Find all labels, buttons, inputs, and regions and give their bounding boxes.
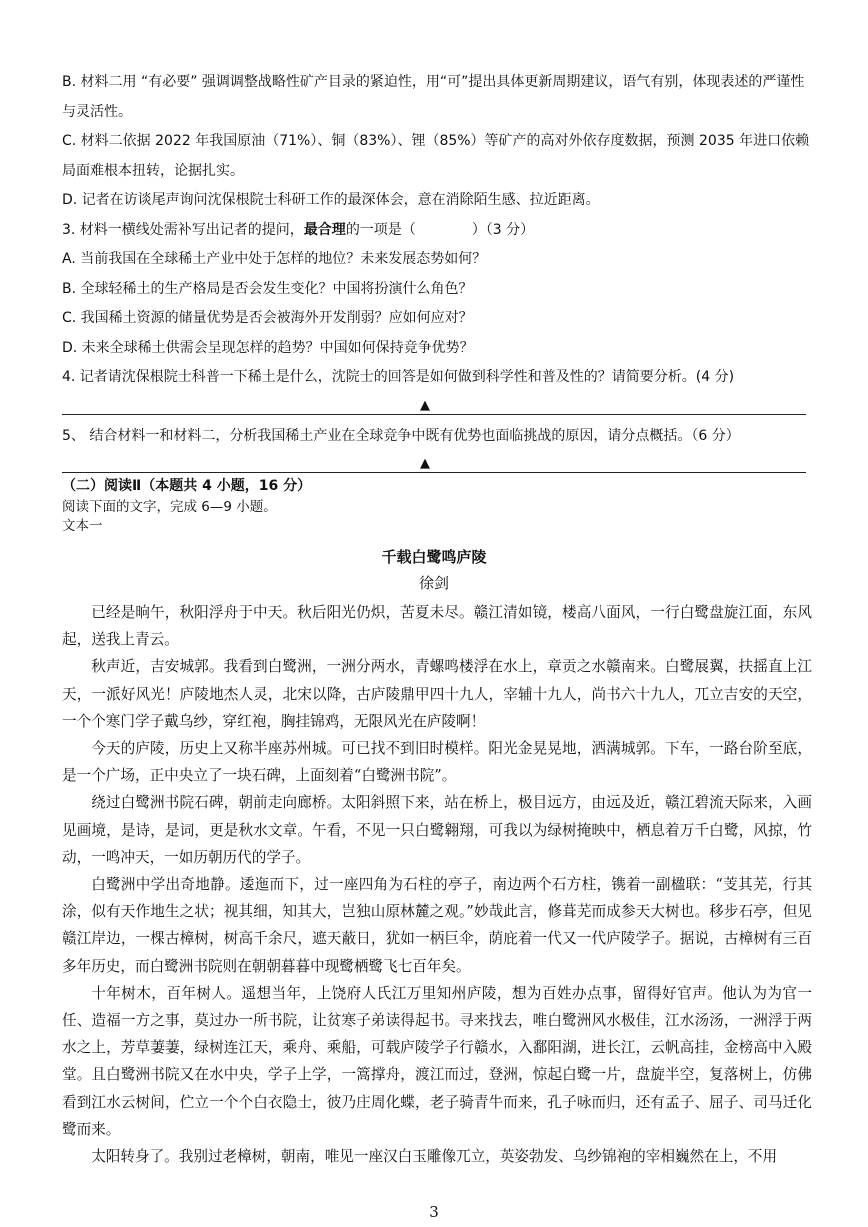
question-5-block (62, 422, 810, 452)
answer-marker-triangle-icon: ▲ (420, 456, 430, 471)
question-3-stem (62, 216, 810, 246)
article-paragraph: 太阳转身了。我别过老樟树，朝南，唯见一座汉白玉雕像兀立，英姿勃发、乌纱锦袍的宰相巍然在上，不用 (91, 1148, 778, 1166)
answer-marker-triangle-icon: ▲ (420, 398, 430, 413)
q3-emphasis: 最合理 (303, 221, 346, 238)
article-paragraph: 已经是晌午，秋阳浮舟于中天。秋后阳光仍炽，苦夏未尽。赣江清如镜，楼高八面风，一行白鹭盘旋江面，东风起，送我上青云。 (62, 604, 812, 649)
answer-divider-line (62, 472, 806, 473)
article-paragraph: 秋声近，吉安城郭。我看到白鹭洲，一洲分两水，青螺鸣楼浮在水上，章贡之水赣南来。白鹭展翼，扶摇直上江天，一派好风光！庐陵地杰人灵，北宋以降，古庐陵鼎甲四十九人，宰辅十九人，尚书六十九人，兀立吉安的天空，一个个寒门学子戴乌纱，穿红袍，胸挂锦鸡，无限风光在庐陵啊！ (62, 658, 812, 730)
article-paragraph: 绕过白鹭洲书院石碑，朝前走向廊桥。太阳斜照下来，站在桥上，极目远方，由远及近，赣江碧流天际来，入画见画境，是诗，是词，更是秋水文章。午看，不见一只白鹭翱翔，可我以为绿树掩映中，栖息着万千白鹭，风掠，竹动，一鸣冲天，一如历朝历代的学子。 (62, 794, 812, 866)
article-title: 千载白鹭鸣庐陵 (381, 548, 487, 566)
question-5: 5、 结合材料一和材料二，分析我国稀土产业在全球竞争中既有优势也面临挑战的原因，请分点概括。（6 分） (62, 428, 740, 444)
section-instruction: 阅读下面的文字，完成 6—9 小题。 (62, 499, 277, 515)
text-label: 文本一 (62, 518, 103, 534)
q3-stem-part-a: 3. 材料一横线处需补写出记者的提问， (62, 221, 304, 238)
option-d-q2: D. 记者在访谈尾声询问沈保根院士科研工作的最深体会，意在消除陌生感、拉近距离。 (62, 192, 600, 208)
answer-divider-line (62, 414, 806, 415)
article-paragraph: 白鹭洲中学出奇地静。逶迤而下，过一座四角为石柱的亭子，南边两个石方柱，镌着一副楹联：“芰其芜，行其涂，似有天作地生之状；视其细，知其大，岂独山原林麓之观。”妙哉此言，修葺芜而成参天大树也。移步石亭，但见赣江岸边，一棵古樟树，树高千余尺，遮天蔽日，犹如一柄巨伞，荫庇着一代又一代庐陵学子。据说，古樟树有三百多年历史，而白鹭洲书院则在朝朝暮暮中现鹭栖鹭飞七百年矣。 (62, 876, 812, 975)
q3-option-c: C. 我国稀土资源的储量优势是否会被海外开发削弱？应如何应对？ (62, 310, 473, 326)
question-options-top (62, 68, 810, 393)
q3-option-b: B. 全球轻稀土的生产格局是否会发生变化？中国将扮演什么角色？ (62, 280, 473, 297)
q3-stem-part-b: 的一项是（ (345, 221, 416, 238)
article-paragraph: 十年树木，百年树人。遥想当年，上饶府人氏江万里知州庐陵，想为百姓办点事，留得好官声。他认为为官一任、造福一方之事，莫过办一所书院，让贫寒子弟读得起书。寻来找去，唯白鹭洲风水极佳，江水汤汤，一洲浮于两水之上，芳草萋萋，绿树连江天，乘舟、乘船，可载庐陵学子行赣水，入鄱阳湖，进长江，云帆高挂，金榜高中入殿堂。且白鹭洲书院又在水中央，学子上学，一篙撑舟，渡江而过，登洲，惊起白鹭一片，盘旋半空，复落树上，仿佛看到江水云树间，伫立一个个白衣隐士，彼乃庄周化蝶，老子骑青牛而来，孔子咏而归，还有孟子、屈子、司马迁化鹭而来。 (62, 984, 812, 1138)
section-title: （二）阅读Ⅱ（本题共 4 小题，16 分） (62, 478, 312, 494)
option-b-q2: B. 材料二用 “有必要” 强调调整战略性矿产目录的紧迫性，用“可”提出具体更新周期建议，语气有别，体现表述的严谨性与灵活性。 (62, 74, 805, 120)
page-number: 3 (429, 1203, 439, 1221)
question-4: 4. 记者请沈保根院士科普一下稀土是什么，沈院士的回答是如何做到科学性和普及性的？请简要分析。(4 分) (62, 369, 735, 385)
section-intro (62, 498, 277, 536)
article-body (62, 599, 812, 1170)
q3-option-a: A. 当前我国在全球稀土产业中处于怎样的地位？未来发展态势如何？ (62, 251, 487, 267)
q3-option-d: D. 未来全球稀土供需会呈现怎样的趋势？中国如何保持竞争优势？ (62, 339, 474, 356)
option-c-q2: C. 材料二依据 2022 年我国原油（71%）、铜（83%）、锂（85%）等矿产的高对外依存度数据，预测 2035 年进口依赖局面难根本扭转，论据扎实。 (62, 133, 810, 179)
article-paragraph: 今天的庐陵，历史上又称半座苏州城。可已找不到旧时模样。阳光金晃晃地，洒满城郭。下车，一路台阶至底，是一个广场，正中央立了一块石碑，上面刻着“白鹭洲书院”。 (62, 740, 812, 785)
article-author: 徐剑 (418, 574, 449, 592)
q3-stem-part-c: ）（3 分） (471, 221, 535, 238)
